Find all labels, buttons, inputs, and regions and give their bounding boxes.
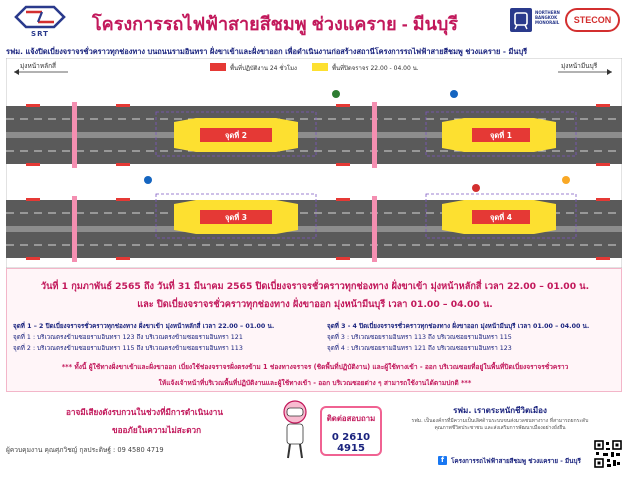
zone-4-label: จุดที่ 4 xyxy=(489,213,513,222)
detour-note-line-1: *** ทั้งนี้ ผู้ใช้ทางฝั่งขาเข้าและฝั่งขาออก เบี่ยงใช้ช่องจราจรฝั่งตรงข้าม 1 ช่องทางจราจร (ชิดพื้นที่ปฏิบัติงาน) และผู้ใช้ทางเข้า - ออก บริเวณซอยที่อยู่ในพื้นที่ปิดเบี่ยงจราจรชั่วคราว xyxy=(61,363,569,371)
traffic-diagram xyxy=(6,58,622,268)
footer xyxy=(0,394,628,478)
pttep-icon xyxy=(450,90,458,98)
zone-3-label: จุดที่ 3 xyxy=(224,213,248,222)
contact-label: ติดต่อสอบถาม xyxy=(326,414,376,423)
ntl-logo xyxy=(510,8,532,32)
qr-code-icon[interactable] xyxy=(594,440,622,468)
legend-work-swatch xyxy=(210,63,226,71)
restaurant-icon xyxy=(472,184,480,192)
noise-notice: อาจมีเสียงดังรบกวนในช่วงที่มีการดำเนินงาน xyxy=(66,407,223,417)
apology-notice: ขออภัยในความไม่สะดวก xyxy=(112,425,202,435)
train-icon xyxy=(510,8,532,32)
facebook-page-name: โครงการรถไฟฟ้าสายสีชมพู ช่วงแคราย - มีนบุรี xyxy=(451,458,581,465)
closure-info xyxy=(6,268,622,392)
header xyxy=(0,0,628,44)
direction-right-label: มุ่งหน้ามีนบุรี xyxy=(561,62,598,70)
legend-closure-swatch xyxy=(312,63,328,71)
zone-3-detail: จุดที่ 3 : บริเวณซอยรามอินทรา 113 ถึง บริเวณซอยรามอินทรา 115 xyxy=(327,334,512,341)
legend-closure-label: พื้นที่ปิดจราจร 22.00 - 04.00 น. xyxy=(332,65,419,72)
site-supervisor-contact: ผู้ควบคุมงาน คุณศุภวิชญ์ กุลประดิษฐ์ : 09 4580 4719 xyxy=(6,446,164,454)
zone-1-detail: จุดที่ 1 : บริเวณตรงข้ามซอยรามอินทรา 123 ถึง บริเวณตรงข้ามซอยรามอินทรา 121 xyxy=(13,334,243,341)
zone-2-detail: จุดที่ 2 : บริเวณตรงข้ามซอยรามอินทรา 115 ถึง บริเวณตรงข้ามซอยรามอินทรา 113 xyxy=(13,345,243,352)
page-title: โครงการรถไฟฟ้าสายสีชมพู ช่วงแคราย - มีนบุรี xyxy=(92,14,458,34)
zones-outbound-heading: จุดที่ 3 - 4 ปิดเบี่ยงจราจรชั่วคราวทุกช่องทาง ฝั่งขาออก มุ่งหน้ามีนบุรี เวลา 01.00 – 04.00 น. xyxy=(327,323,590,330)
mrta-description: รฟม. เป็นองค์กรที่มีความเป็นเลิศด้านระบบขนส่งมวลชนทางราง ที่สามารถยกระดับคุณภาพชีวิตประชาชน และส่งเสริมการพัฒนาเมืองอย่างยั่งยืน xyxy=(411,418,589,431)
stecon-logo: STECON xyxy=(565,8,620,32)
closure-date-line-1: วันที่ 1 กุมภาพันธ์ 2565 ถึง วันที่ 31 มีนาคม 2565 ปิดเบี่ยงจราจรชั่วคราวทุกช่องทาง ฝั่งขาเข้า มุ่งหน้าหลักสี่ เวลา 22.00 – 01.00 น. xyxy=(40,281,590,292)
zone-2-label: จุดที่ 2 xyxy=(224,131,248,140)
shop-icon xyxy=(562,176,570,184)
announcement-subtitle: รฟม. แจ้งปิดเบี่ยงจราจรชั่วคราวทุกช่องทาง บนถนนรามอินทรา ฝั่งขาเข้าและฝั่งขาออก เพื่อดำเนินงานก่อสร้างสถานีโครงการรถไฟฟ้าสายสีชมพู ช่วงแคราย - มีนบุรี xyxy=(6,47,528,56)
bank-icon xyxy=(144,176,152,184)
direction-left-label: มุ่งหน้าหลักสี่ xyxy=(20,62,57,70)
zones-outbound xyxy=(327,321,589,354)
mrta-slogan: รฟม. เราตระหนักชีวิตเมือง xyxy=(453,406,547,415)
zones-inbound xyxy=(13,321,274,354)
facebook-icon: f xyxy=(438,456,447,465)
zone-1-label: จุดที่ 1 xyxy=(489,131,513,140)
contact-phone[interactable]: 0 2610 4915 xyxy=(331,432,371,454)
closure-date-line-2: และ ปิดเบี่ยงจราจรชั่วคราวทุกช่องทาง ฝั่งขาออก มุ่งหน้ามีนบุรี เวลา 01.00 – 04.00 น. xyxy=(137,299,493,310)
srt-logo-text: SRT xyxy=(31,30,49,38)
ntl-logo-text: NORTHERN BANGKOK MONORAIL xyxy=(535,10,560,25)
contact-box xyxy=(320,406,382,456)
gas-station-icon xyxy=(332,90,340,98)
legend-work-label: พื้นที่ปฏิบัติงาน 24 ชั่วโมง xyxy=(230,65,297,72)
detour-note-line-2: ให้แจ้งเจ้าหน้าที่บริเวณพื้นที่ปฏิบัติงานและผู้ใช้ทางเข้า - ออก บริเวณซอยต่าง ๆ สามารถใช้งานได้ตามปกติ *** xyxy=(158,379,472,387)
zones-inbound-heading: จุดที่ 1 – 2 ปิดเบี่ยงจราจรชั่วคราวทุกช่องทาง ฝั่งขาเข้า มุ่งหน้าหลักสี่ เวลา 22.00 – 01.00 น. xyxy=(13,323,275,330)
mascot-icon xyxy=(278,398,312,466)
zone-4-detail: จุดที่ 4 : บริเวณซอยรามอินทรา 121 ถึง บริเวณซอยรามอินทรา 123 xyxy=(327,345,512,352)
